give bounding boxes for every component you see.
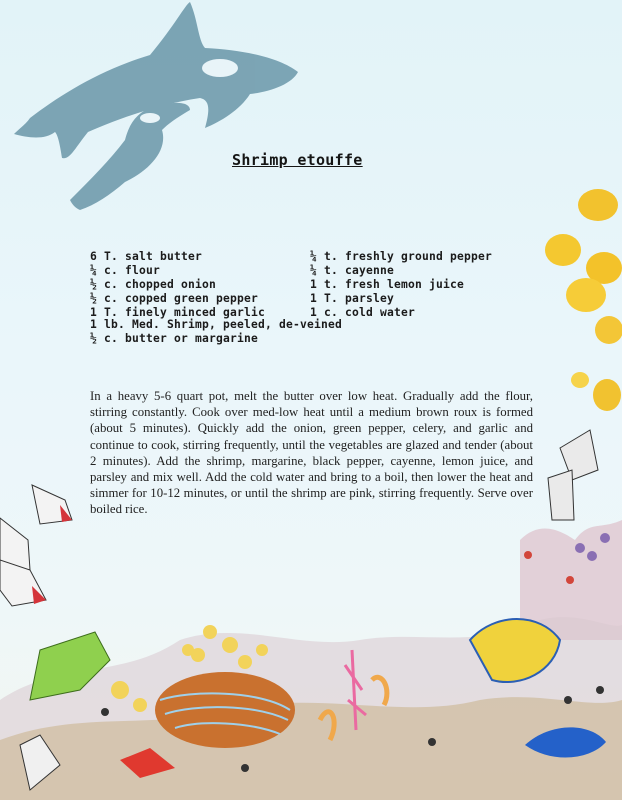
ingredients-right-column bbox=[310, 250, 492, 320]
ingredient-item: 1 lb. Med. Shrimp, peeled, de-veined bbox=[90, 318, 343, 331]
ingredient-item: ¼ t. cayenne bbox=[310, 264, 395, 277]
ingredient-item: 1 t. fresh lemon juice bbox=[310, 278, 465, 291]
recipe-title: Shrimp etouffe bbox=[232, 151, 363, 169]
ingredient-item: 1 c. cold water bbox=[310, 306, 416, 319]
ingredient-item: 1 T. parsley bbox=[310, 292, 395, 305]
tropical-fish-and-coral-border bbox=[520, 189, 622, 640]
ingredient-item: ½ c. copped green pepper bbox=[90, 292, 259, 305]
ingredient-item: ½ c. butter or margarine bbox=[90, 332, 259, 345]
ingredient-item: ½ c. chopped onion bbox=[90, 278, 217, 291]
ingredient-item: 1 T. finely minced garlic bbox=[90, 306, 266, 319]
ingredients-full-width bbox=[90, 318, 342, 346]
ingredient-item: ¼ t. freshly ground pepper bbox=[310, 250, 493, 263]
ingredients-left-column bbox=[90, 250, 265, 320]
orca-whales-illustration bbox=[14, 2, 298, 210]
butterfly-fish-illustration bbox=[0, 485, 72, 606]
coral-reef-illustration bbox=[0, 617, 622, 800]
recipe-directions: In a heavy 5-6 quart pot, melt the butter over low heat. Gradually add the flour, stirring constantly. Cook over med-low heat until a medium brown roux is formed (about 5 minutes). Quickly add the onion, green pepper, celery, and garlic and continue to cook, stirring frequently, until the vegetables are glazed and tender (about 2 minutes). Add the shrimp, margarine, black pepper, cayenne, lemon juice, and parsley and mix well. Add the cold water and bring to a boil, then lower the heat and simmer for 10-12 minutes, or until the shrimp are pink, stirring frequently. Serve over boiled rice. bbox=[90, 389, 533, 517]
ingredient-item: ¼ c. flour bbox=[90, 264, 161, 277]
ingredient-item: 6 T. salt butter bbox=[90, 250, 203, 263]
